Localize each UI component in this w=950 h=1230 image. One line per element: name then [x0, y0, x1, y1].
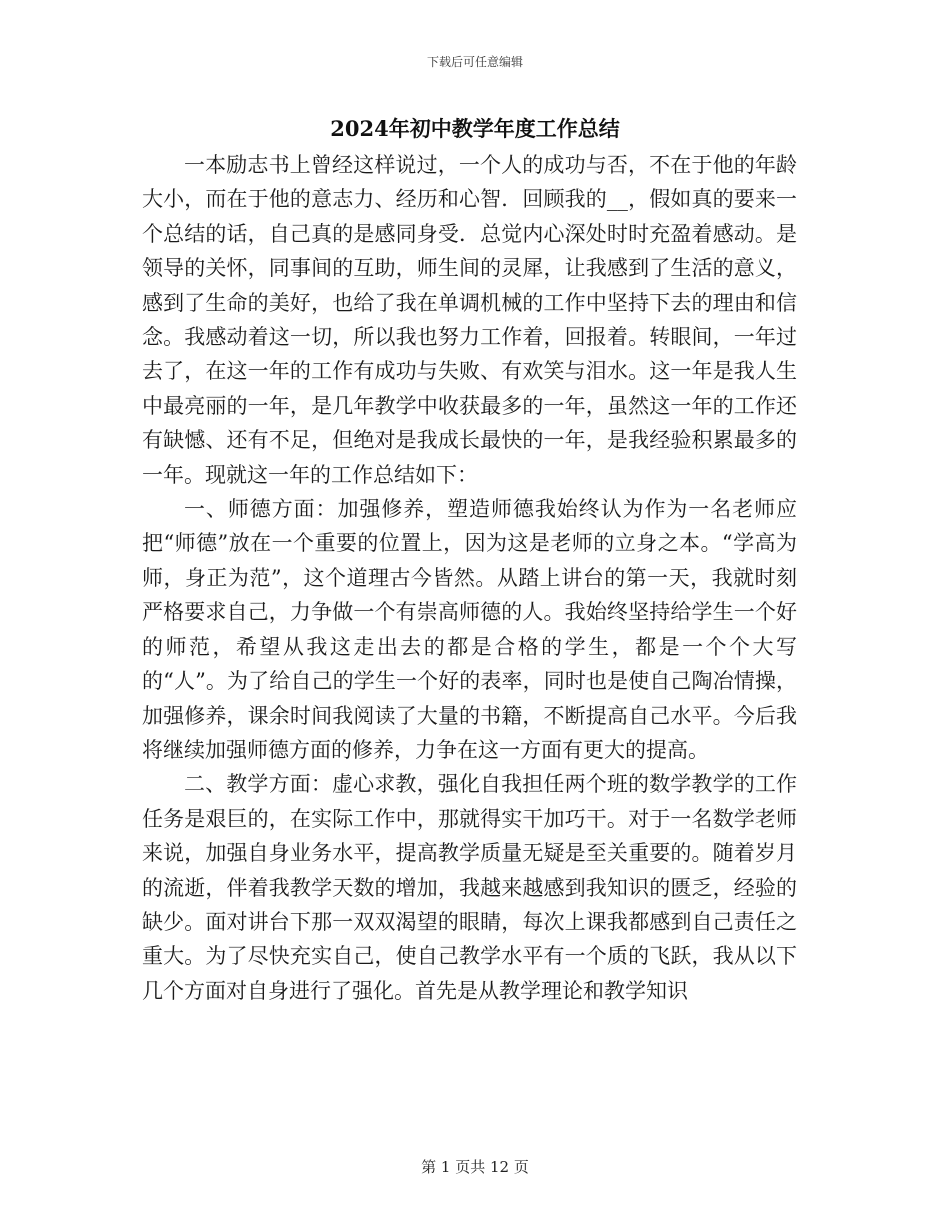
paragraph-intro: 一本励志书上曾经这样说过，一个人的成功与否，不在于他的年龄大小，而在于他的意志力、经历和心智．回顾我的__，假如真的要来一个总结的话，自己真的是感同身受．总觉内心深处时时充盈着感动。是领导的关怀，同事间的互助，师生间的灵犀，让我感到了生活的意义，感到了生命的美好，也给了我在单调机械的工作中坚持下去的理由和信念。我感动着这一切，所以我也努力工作着，回报着。转眼间，一年过去了，在这一年的工作有成功与失败、有欢笑与泪水。这一年是我人生中最亮丽的一年，是几年教学中收获最多的一年，虽然这一年的工作还有缺憾、还有不足，但绝对是我成长最快的一年，是我经验积累最多的一年。现就这一年的工作总结如下：: [142, 153, 797, 487]
paragraph-ethics: 一、师德方面：加强修养，塑造师德我始终认为作为一名老师应把“师德”放在一个重要的位置上，因为这是老师的立身之本。“学高为师，身正为范”，这个道理古今皆然。从踏上讲台的第一天，我就时刻严格要求自己，力争做一个有崇高师德的人。我始终坚持给学生一个好的师范，希望从我这走出去的都是合格的学生，都是一个个大写的“人”。为了给自己的学生一个好的表率，同时也是使自己陶冶情操，加强修养，课余时间我阅读了大量的书籍，不断提高自己水平。今后我将继续加强师德方面的修养，力争在这一方面有更大的提高。: [142, 497, 797, 762]
page-footer: 第 1 页共 12 页: [421, 1158, 529, 1176]
document-body: [142, 148, 797, 1008]
paragraph-teaching: 二、教学方面：虚心求教，强化自我担任两个班的数学教学的工作任务是艰巨的，在实际工作中，那就得实干加巧干。对于一名数学老师来说，加强自身业务水平，提高教学质量无疑是至关重要的。随着岁月的流逝，伴着我教学天数的增加，我越来越感到我知识的匮乏，经验的缺少。面对讲台下那一双双渴望的眼睛，每次上课我都感到自己责任之重大。为了尽快充实自己，使自己教学水平有一个质的飞跃，我从以下几个方面对自身进行了强化。首先是从教学理论和教学知识: [142, 772, 797, 1003]
header-note: 下载后可任意编辑: [426, 55, 523, 69]
document-title: 2024年初中教学年度工作总结: [330, 116, 620, 141]
